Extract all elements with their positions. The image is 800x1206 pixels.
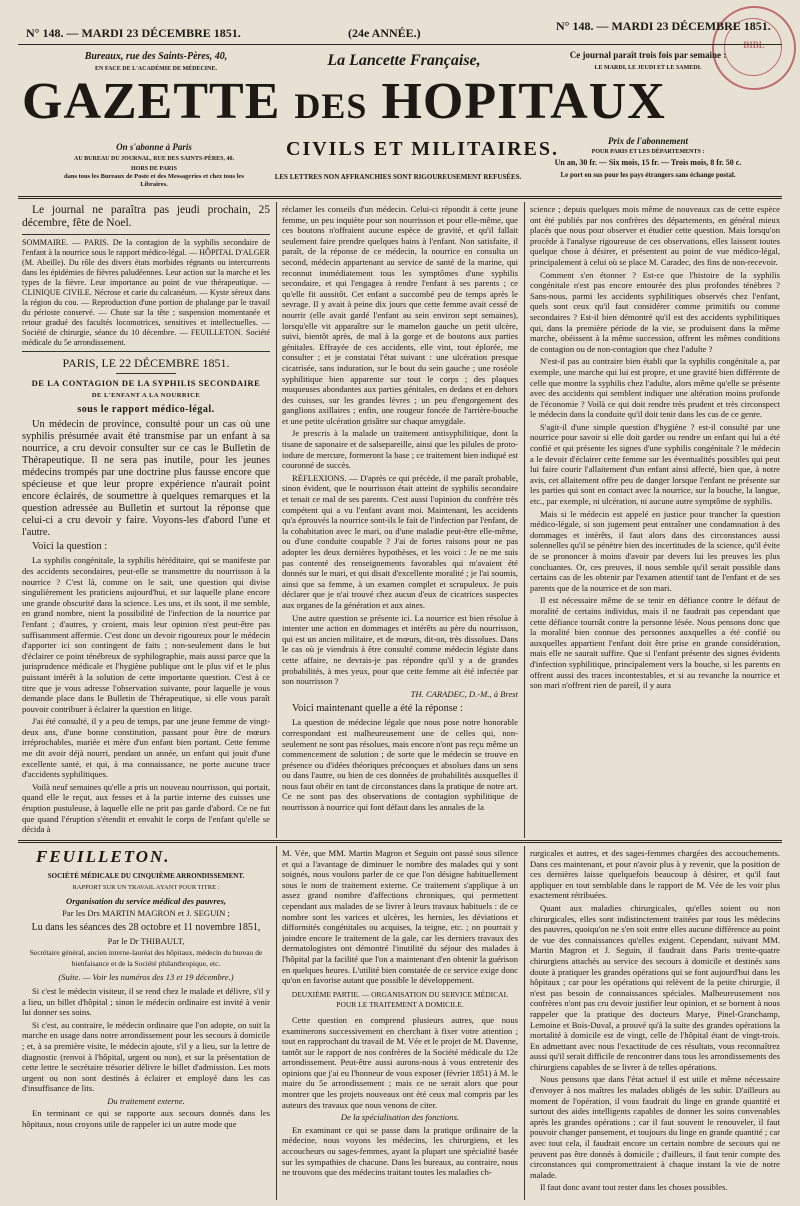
price-foreign: Le port en sus pour les pays étrangers sans échange postal. xyxy=(560,171,736,179)
paragraph: La question de médecine légale que nous pose notre honorable correspondant est malheureusement une de celles qui, non-seulement ne sont pas résolues, mais encore n'ont pas reçu même un commencement de solution ; de sorte que le médecin se trouve en présence ou d'idées théoriques préconçues et absolues dans un sens ou dans l'autre, ou bien de ces données de probabilités auxquelles il nous faut obéir en tant de circonstances dans la pratique de notre art. Ce ne sont pas des observations de contagion syphilitique de nourrisson à nourrice qui font défaut dans les annales de la xyxy=(282,717,518,813)
paragraph: science ; depuis quelques mois même de nouveaux cas de cette espèce ont été publiés par nos confrères des départements, en général mieux placés que nous pour observer et étudier cette question. Mais lorsqu'on procède à l'analyse rigoureuse de ces observations, elles laissent toutes quelque chose à désirer, et présentent au point de vue médico-légal, principalement à celui où se place M. Caradec, des fins de non-recevoir. xyxy=(530,204,780,267)
article-headline-2: DE L'ENFANT A LA NOURRICE xyxy=(91,392,201,400)
subscribe-paris: On s'abonne à Paris xyxy=(116,142,192,152)
column-3 xyxy=(530,204,780,834)
price-line: Un an, 30 fr. — Six mois, 15 fr. — Trois mois, 8 fr. 50 c. xyxy=(554,158,742,167)
continued-note: (Suite. — Voir les numéros des 13 et 19 décembre.) xyxy=(58,972,234,983)
feuilleton-col-1 xyxy=(22,848,270,1200)
part-heading: DEUXIÈME PARTIE. — ORGANISATION DU SERVICE MÉDICAL POUR LE TRAITEMENT A DOMICILE. xyxy=(291,989,509,1010)
summary: SOMMAIRE. — PARIS. De la contagion de la syphilis secondaire de l'enfant à la nourrice sous le rapport médico-légal. — HÔPITAL D'ALGER (M. Abeille). Du rôle des divers états morbides régnants ou intercurrents dans les épidémies de fièvres paludéennes. Leur action sur la marche et les types de la fièvre. Leur importance au point de vue thérapeutique. — CLINIQUE CIVILE. Nécrose et carie du calcanéum. — Kyste séreux dans la région du cou. — Reproduction d'une portion de phalange par le travail du périoste conservé. — Chute sur la tête ; suspension momentanée et retour gradué des facultés locomotrices, sensitives et intellectuelles. — Société de chirurgie, séance du 10 décembre. — FEUILLETON. Société médicale du 5e arrondissement. xyxy=(22,238,270,347)
subscribe-outside: HORS DE PARIS xyxy=(131,166,177,172)
year-center: (24e ANNÉE.) xyxy=(348,26,421,40)
paragraph: réclamer les conseils d'un médecin. Celui-ci répondit à cette jeune femme, un peu inquiète pour son nourrisson et pour elle-même, que ces boutons n'offraient aucune espèce de gravité, et qu'il fallait seulement faire prendre quelques bains à l'enfant. Non satisfaite, il paraît, de la réponse de ce médecin, la nourrice en consulta un second, médecin appartenant au service de santé de la marine, qui reconnut immédiatement tous les symptômes d'une syphilis secondaire, et qui l'engagea à rendre l'enfant à ses parents ; ce qu'elle fit aussitôt. Cet enfant a succombé peu de temps après le sevrage. Il y avait à peine dix jours que cette femme avait cessé de nourrir (elle avait gardé l'enfant au sein environ sept semaines), lorsqu'elle vit apparaître sur le mamelon gauche un petit ulcère, suivi, bientôt après, de mal à la gorge et de boutons aux parties génitales. Effrayée de ces accidents, elle vint, tout éplorée, me consulter ; et je constatai l'état suivant : une ulcération presque cicatrisée, sans induration, sur le bout du sein gauche ; une roséole syphilitique bien apparente sur tout le corps ; des plaques muqueuses abondantes aux parties génitales, en dedans et en dehors des cuisses, sur les grandes lèvres ; un peu d'engorgement des ganglions axillaires ; enfin, une rougeur foncée de l'arrière-bouche et une petite ulcération grisâtre sur chaque amygdale. xyxy=(282,204,518,426)
subscribe-address: AU BUREAU DU JOURNAL, RUE DES SAINTS-PÈRES, 40. xyxy=(73,156,235,162)
signature: TH. CARADEC, D.-M., à Brest xyxy=(410,688,518,699)
paragraph: Comment s'en étonner ? Est-ce que l'histoire de la syphilis congénitale n'est pas encore entourée des plus profondes ténèbres ? Sans-nous, parmi les accidents syphilitiques observés chez l'enfant, quels sont ceux qu'il faut considérer comme primitifs ou comme secondaires ? Est-il bien démontré qu'il est des accidents syphilitiques qui, dans la première période de la vie, se produisent dans la même marche, obéissent à la même succession, offrent les mêmes conditions de contagion ou de non-contagion que chez l'adulte ? xyxy=(530,269,780,354)
reading-dates: Lu dans les séances des 28 octobre et 11 novembre 1851, xyxy=(31,921,261,933)
schedule-sub: LE MARDI, LE JEUDI ET LE SAMEDI. xyxy=(594,65,702,71)
society-title: SOCIÉTÉ MÉDICALE DU CINQUIÈME ARRONDISSEMENT. xyxy=(47,871,245,880)
paragraph: Mais si le médecin est appelé en justice pour trancher la question médico-légale, si son jugement peut entraîner une condamnation à des dommages et intérêts, il faut alors dans des circonstances aussi solennelles qu'il se pénètre bien des incertitudes de la science, qu'il évite de se prononcer à moins d'avoir par devers lui les preuves les plus concluantes. Or, ces preuves, il nous semble qu'il serait possible dans certains cas de les obtenir par l'examen attentif tant de l'enfant et de ses parents que de la nourrice et de son mari. xyxy=(530,508,780,593)
work-title: Organisation du service médical des pauvres, xyxy=(66,895,226,906)
paragraph: La syphilis congénitale, la syphilis héréditaire, qui se manifeste par des accidents secondaires, peut-elle se transmettre du nourrisson à la nourrice ? C'est là, comme on le sait, une question qui divise singulièrement les praticiens aujourd'hui, et sur laquelle plane encore une grande obscurité dans la science. Les uns, et ils sont, il me semble, en grand nombre, nient la possibilité de l'infection de la nourrice par l'enfant ; d'autres, y croient, mais leur opinion n'est peut-être pas suffisamment affermie. C'est donc un devoir rigoureux pour le médecin d'apporter ici son contingent de faits ; non-seulement dans le but d'éclairer ce point ténébreux de syphilographie, mais aussi parce que la jurisprudence médicale et l'hygiène publique ont le plus vif et le plus puissant intérêt à la solution de cette importante question. C'est à ce titre que je vous adresse l'observation suivante, pour laquelle je vous demande place dans le Bulletin de Thérapeutique, si elle vous paraît pouvoir contribuer à éclairer la question en litige. xyxy=(22,555,270,714)
report-title: RAPPORT SUR UN TRAVAIL AYANT POUR TITRE : xyxy=(72,884,220,892)
article-headline: DE LA CONTAGION DE LA SYPHILIS SECONDAIRE xyxy=(31,377,261,388)
office-address: Bureaux, rue des Saints-Pères, 40, xyxy=(84,51,228,62)
office-sub: EN FACE DE L'ACADÉMIE DE MÉDECINE. xyxy=(95,66,217,72)
issue-left: N° 148. — MARDI 23 DÉCEMBRE 1851. xyxy=(26,26,241,40)
paragraph: rurgicales et autres, et des sages-femmes chargées des accouchements. Dans ces maintenant, et pour n'avoir plus à y revenir, que la position de ces dernières laisse quelquefois beaucoup à désirer, et qu'il faut appliquer en tout semblable dans le rapport de M. Vée de les voir plus exactement rétribuées. xyxy=(530,848,780,901)
paragraph: En terminant ce qui se rapporte aux secours donnés dans les hôpitaux, nous croyons utile de rappeler ici un autre mode que xyxy=(22,1108,270,1130)
section-heading: Du traitement externe. xyxy=(107,1095,185,1106)
column-2 xyxy=(282,204,518,834)
unpaid-letters-notice: LES LETTRES NON AFFRANCHIES SONT RIGOUREUSEMENT REFUSÉES. xyxy=(274,173,522,181)
holiday-notice: Le journal ne paraîtra pas jeudi prochain, 25 décembre, fête de Noel. xyxy=(22,204,270,229)
masthead-rule xyxy=(18,196,782,199)
paragraph: Si c'est, au contraire, le médecin ordinaire que l'on adopte, on suit la marche en usage dans notre arrondissement pour les secours à domicile ; et, à sa première visite, le médecin ajoute, s'il y a lieu, sur la lettre de diagnostic (renvoi à l'hôpital, urgent ou non), et sur la présentation de cette lettre le secrétaire trésorier délivre le billet d'admission. Les mots urgent ou non sont destinés à éclairer et employé dans les cas d'insuffisance de lits. xyxy=(22,1019,270,1094)
feuil-divider-1 xyxy=(276,846,277,1200)
paragraph: Nous pensons que dans l'état actuel il est utile et même nécessaire d'envoyer à nos maîtres les malades obligés de les subir. D'ailleurs au moment de l'opération, il vous faudrait du linge en grande quantité et surtout des aides intelligents capables de donner les soins convenables après les grandes opérations ; car il faut souvent le renouveler, il faut pouvoir changer pansement, et toujours du linge en grande quantité ; car avec tout cela, il faudrait encore un certain nombre de secours qui ne peuvent pas être donnés à domicile ; d'ailleurs, il faut tenir compte des circonstances qui compromettraient à chaque instant la vie de notre malade. xyxy=(530,1074,780,1180)
paragraph: Il faut donc avant tout rester dans les choses possibles. xyxy=(540,1182,728,1193)
masthead-title: GAZETTE DES HOPITAUX xyxy=(22,73,666,130)
price-sub: POUR PARIS ET LES DÉPARTEMENTS : xyxy=(591,149,705,155)
paragraph: Voici maintenant quelle a été la réponse : xyxy=(292,703,463,715)
masthead-subtitle: CIVILS ET MILITAIRES. xyxy=(286,138,560,160)
feuilleton-title: FEUILLETON. xyxy=(36,848,171,866)
schedule: Ce journal paraît trois fois par semaine : xyxy=(569,50,727,60)
paragraph: Voilà neuf semaines qu'elle a pris un nouveau nourrisson, qui portait, quand elle le reçut, aux fesses et à la partie interne des cuisses une éruption pustuleuse, à laquelle elle ne prit pas garde d'abord. Ce ne fut que quand l'éruption s'étendit et envahit le corps de l'enfant qu'elle se décida à xyxy=(22,781,270,834)
paragraph: RÉFLEXIONS. — D'après ce qui précède, il me paraît probable, sinon évident, que le nourrisson était atteint de syphilis secondaire et tenait ce mal de ses parents. C'est aussi l'opinion du confrère très compétent qui a vu l'enfant avant moi. Maintenant, les accidents qu'a éprouvés la nourrice sont-ils le fait de l'infection par l'enfant, de la cohabitation avec le mari, ou d'une maladie peut-être elle-même, ou d'une conduite coupable ? J'ai de fortes raisons pour ne pas adopter les deux dernières hypothèses, et les voici : Je ne me suis pas contenté des renseignements favorables qui m'avaient été donnés sur le mari, et qui disait d'excellente moralité ; je l'ai soumis, ainsi que sa femme, à un examen complet et scrupuleux. Je puis déclarer que je n'ai trouvé chez aucun d'eux de cicatrices suspectes aux organes de la génération et aux aines. xyxy=(282,472,518,610)
col-divider-2 xyxy=(524,202,525,838)
column-1 xyxy=(22,204,270,834)
dateline: PARIS, LE 22 DÉCEMBRE 1851. xyxy=(62,356,230,370)
paragraph: Il est nécessaire même de se tenir en défiance contre le défaut de moralité de certains individus, mais il ne faudrait pas cependant que cette défiance tournât contre la personne lésée. Nous pensons donc que la moralité bien connue des personnes auxquelles a été confié ou auxquelles appartient l'enfant doit être prise en grande considération, mais elle ne saurait suffire. Que si l'enfant présente des signes évidents d'infection syphilitique, principalement vers la bouche, si les parents en offrent aussi des traces incontestables, et si au revanche la nourrice et son mari n'offrent rien de pareil, il y aura xyxy=(530,595,780,691)
issue-right: N° 148. — MARDI 23 DÉCEMBRE 1851. xyxy=(556,19,771,33)
paragraph: Voici la question : xyxy=(32,541,108,553)
paragraph: Un médecin de province, consulté pour un cas où une syphilis présumée avait été transmise par un enfant à sa nourrice, a cru devoir consulter sur ce cas le Bulletin de Thérapeutique. Il ne sera pas inutile, pour les jeunes médecins trompés par une doctrine plus fausse encore que spécieuse et que leur propre expérience n'aurait point encore éclairés, de soumettre à quelques remarques et la question adressée au Bulletin et surtout la réponse que celui-ci a cru devoir y faire. Voyons-les d'abord l'une et l'autre. xyxy=(22,419,270,539)
feuil-divider-2 xyxy=(524,846,525,1200)
feuilleton-col-3 xyxy=(530,848,780,1200)
price-title: Prix de l'abonnement xyxy=(607,136,688,146)
paragraph: N'est-il pas au contraire bien établi que la syphilis congénitale a, par exemple, une marche qui lui est propre, et une gravité bien différente de celle que montre la syphilis chez l'adulte, alors même qu'elle se présente avec des accidents qui semblent indiquer une altération moins profonde de l'économie ? Voilà ce qui doit rendre très prudent et très circonspect le médecin dans la conduite qu'il doit tenir dans les cas de ce genre. xyxy=(530,356,780,420)
paragraph: Une autre question se présente ici. La nourrice est bien résolue à intenter une action en dommages et intérêts au père du nourrisson, qui est un ancien militaire, et de mœurs, dit-on, très dissolues. Dans le cas où je viendrais à être consulté comme médecin légiste dans cette affaire, ne devrais-je pas répondre qu'il y a de grandes probabilités, à mes yeux, pour que cette femme ait été infectée par son nourrisson ? xyxy=(282,612,518,687)
paragraph: Cette question en comprend plusieurs autres, que nous examinerons successivement en cherchant à fixer votre attention ; tout en rapprochant du travail de M. Vée et le projet de M. Davenne, tantôt sur le rapport de nos confrères de la Société médicale du 12e arrondissement. Peut-être aussi aurons-nous à vous entretenir des opinions que j'ai eu l'honneur de vous exposer (février 1851) à M. le maire du 5e arrondissement ; mais ce ne serait alors que pour montrer que les projets nouveaux ont été ceux mal compris par les auteurs des travaux que nous venons de citer. xyxy=(282,1014,518,1110)
feuilleton-col-2 xyxy=(282,848,518,1200)
authors: Par les Drs MARTIN MAGRON et J. SEGUIN ; xyxy=(62,908,230,919)
paragraph: Quant aux maladies chirurgicales, qu'elles soient ou non chirurgicales, elles sont indistinctement traitées par tous les médecins des pauvres, quoiqu'on ne s'en soit entre elles aucune différence au point de vue des connaissances qu'elles exigent. Cependant, suivant MM. Martin Magron et J. Seguin, il faudrait dans Paris trente-quatre chirurgiens attachés au service des secours à domicile et destinés sans doute à pratiquer les grandes opérations qui se font aujourd'hui dans les hôpitaux ; car pour les opérations qui relèvent de la petite chirurgie, il n'est pas besoin de connaissances spéciales. Malheureusement nos confrères n'ont pas cru devoir justifier leur opinion, et se bornent à nous rappeler que la pratique des docteurs Marye, Pinel-Granchamp, Lemoine et Bois-Duval, a prouvé qu'à la suite des grandes opérations la mortalité à domicile est de vingt, celle de l'hôpital étant de vingt-trois. En admettant avec nous l'exactitude de ces résultats, vous reconnaîtrez aussi qu'il serait difficile de rencontrer dans tous les arrondissements des chirurgiens capables de se livrer à de telles opérations. xyxy=(530,902,780,1072)
paragraph: Je prescris à la malade un traitement antisyphilitique, dont la tisane de saponaire et de salsepareille, ainsi que les pilules de proto-iodure de mercure, formeront la base ; ce traitement bien indiqué est couronné de succès. xyxy=(282,428,518,471)
paragraph: S'agit-il d'une simple question d'hygiène ? est-il consulté par une nourrice pour savoir si elle doit garder ou rendre un enfant qui lui a été confié et qui présente les signes d'une syphilis congénitale ? le médecin a le devoir d'éclairer cette femme sur les éventualités possibles qui peut lui faire courir l'allaitement d'un enfant ainsi affecté, bien que, à notre avis, cet allaitement offre peu de danger lorsque l'enfant ne présente sur les parties qui sont en contact avec la nourrice, sur la bouche, la langue, etc., par exemple, ni ulcération, ni aucune autre symptôme de syphilis. xyxy=(530,421,780,507)
article-headline-3: sous le rapport médico-légal. xyxy=(77,403,215,415)
section-heading: De la spécialisation des fonctions. xyxy=(340,1112,460,1123)
feuilleton-rule xyxy=(18,840,782,843)
rapporteur-title: Secrétaire général, ancien interne-lauréat des hôpitaux, médecin du bureau de bienfaisance et de la Société philanthropique, etc. xyxy=(29,948,263,968)
library-stamp: BIBL xyxy=(712,6,796,90)
col-divider-1 xyxy=(276,202,277,838)
subscribe-bureaux: dans tous les Bureaux de Poste et des Messageries et chez tous les Libraires. xyxy=(63,173,245,188)
top-rule xyxy=(18,44,782,45)
lancette-subtitle: La Lancette Française, xyxy=(327,52,481,69)
paragraph: J'ai été consulté, il y a peu de temps, par une jeune femme de vingt-deux ans, d'une bonne constitution, passant pour être de mœurs irréprochables, mariée et mère d'un enfant bien portant. Cette femme me dit avoir déjà nourri, pendant un année, un enfant qui jouit d'une excellente santé, et qui, à ma connaissance, ne porte aucune trace d'accidents syphilitiques. xyxy=(22,716,270,780)
paragraph: En examinant ce qui se passe dans la pratique ordinaire de la médecine, nous voyons les médecins, les chirurgiens, et les accoucheurs ou sages-femmes, ayant la plupart une spécialité basée sur les sympathies de chacune. Dans les bureaux, au contraire, nous ne trouvons que des médecins traitant toutes les maladies ch- xyxy=(282,1124,518,1178)
rapporteur: Par le Dr THIBAULT, xyxy=(107,935,185,946)
paragraph: M. Vée, que MM. Martin Magron et Seguin ont passé sous silence et qui a l'avantage de diminuer le nombre des malades qui y sont soignés, nous voulons parler de ce que l'on désigne habituellement sous le nom de traitement externe. Ce traitement s'applique à un assez grand nombre d'affections chroniques, qui permettent cependant aux malades de se livrer à leurs travaux habituels : de ce nombre sont les varices et ulcères, les hernies, les déviations et difformités congénitales ou acquises, la teigne, etc. ; on pourrait y joindre encore le traitement de la gale, car les derniers travaux des dermatologistes ont démontré l'inutilité du séjour des malades à l'hôpital par la facilité que l'on a maintenant d'en obtenir la guérison en quelques heures. L'utilité bien constatée de ce service exige donc qu'on en favorise autant que possible le développement. xyxy=(282,848,518,986)
paragraph: Si c'est le médecin visiteur, il se rend chez le malade et délivre, s'il y a lieu, un billet d'hôpital ; sinon le médecin ordinaire est invité à venir lui donner ses soins. xyxy=(22,985,270,1018)
